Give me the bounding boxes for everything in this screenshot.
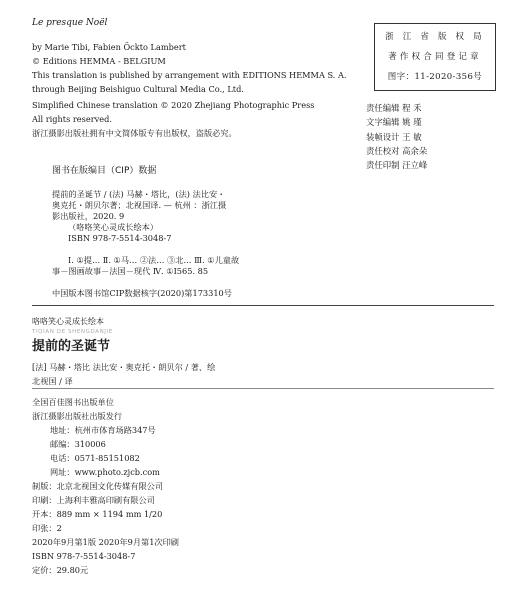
editor-credit: 责任校对 高余朵 — [366, 146, 428, 156]
cip-record-line: 奥克托・朗贝尔著；北视国译. — 杭州 ：浙江摄 — [52, 200, 227, 210]
copyright-line: All rights reserved. — [32, 114, 112, 124]
cip-classification: 事－图画故事－法国－现代 Ⅳ. ①I565. 85 — [52, 266, 209, 276]
editor-credit: 装帧设计 王 敏 — [366, 132, 422, 142]
plate-maker: 制版：北京北视国文化传媒有限公司 — [32, 481, 164, 491]
printed-sheets: 印张：2 — [32, 523, 62, 533]
format-size: 开本：889 mm × 1194 mm 1/20 — [32, 509, 163, 519]
cip-number: 中国版本图书馆CIP数据核字(2020)第173310号 — [52, 288, 232, 298]
copyright-registration-stamp — [374, 23, 496, 91]
divider — [32, 388, 494, 389]
isbn: ISBN 978-7-5514-3048-7 — [32, 551, 136, 561]
editor-credit: 责任编辑 程 禾 — [366, 103, 422, 113]
copyright-line: by Marie Tibi, Fabien Öckto Lambert — [32, 42, 186, 52]
copyright-line: This translation is published by arrangement with EDITIONS HEMMA S. A. — [32, 70, 347, 80]
author-credit: [法] 马赫・塔比 法比安・奥克托・朗贝尔 / 著、绘 — [32, 362, 216, 372]
edition-info: 2020年9月第1版 2020年9月第1次印刷 — [32, 537, 179, 547]
publisher-website: 网址：www.photo.zjcb.com — [50, 467, 160, 477]
cip-heading: 图书在版编目（CIP）数据 — [52, 166, 157, 176]
registration-number: 图字：11-2020-356号 — [387, 72, 483, 82]
publisher-award: 全国百佳图书出版单位 — [32, 397, 114, 407]
translator-credit: 北视国 / 译 — [32, 376, 73, 386]
registration-line: 浙 江 省 版 权 局 — [385, 32, 485, 42]
title-romanized: TIQIAN DE SHENGDANJIE — [32, 329, 113, 335]
publisher-phone: 电话：0571-85151082 — [50, 453, 140, 463]
cip-record-line: 影出版社，2020. 9 — [52, 211, 125, 221]
publisher-name: 浙江摄影出版社出版发行 — [32, 411, 123, 421]
exclusive-rights-notice: 浙江摄影出版社拥有中文简体版专有出版权，盗版必究。 — [32, 128, 237, 138]
cip-classification: Ⅰ. ①提… Ⅱ. ①马… ②法… ③北… Ⅲ. ①儿童故 — [68, 255, 240, 265]
copyright-line: © Editions HEMMA - BELGIUM — [32, 56, 166, 66]
book-title: 提前的圣诞节 — [32, 339, 111, 354]
price: 定价：29.80元 — [32, 565, 89, 575]
cip-record-line: （咯咯笑心灵成长绘本） — [68, 222, 159, 232]
publisher-postcode: 邮编：310006 — [50, 439, 106, 449]
editor-credit: 责任印制 汪立峰 — [366, 160, 428, 170]
publisher-address: 地址：杭州市体育场路347号 — [50, 425, 156, 435]
editor-credit: 文字编辑 姚 瑾 — [366, 117, 422, 127]
registration-line: 著作权合同登记章 — [388, 52, 482, 62]
printer: 印刷：上海利丰雅高印刷有限公司 — [32, 495, 155, 505]
copyright-line: Simplified Chinese translation © 2020 Zhejiang Photographic Press — [32, 100, 315, 110]
divider — [32, 305, 494, 306]
original-title: Le presque Noël — [32, 18, 108, 28]
copyright-line: through Beijing Beishiguo Cultural Media Co., Ltd. — [32, 84, 244, 94]
cip-isbn: ISBN 978-7-5514-3048-7 — [68, 233, 172, 243]
series-name: 咯咯笑心灵成长绘本 — [32, 317, 104, 326]
cip-record-line: 提前的圣诞节 / (法) 马赫・塔比，(法) 法比安・ — [52, 189, 226, 199]
